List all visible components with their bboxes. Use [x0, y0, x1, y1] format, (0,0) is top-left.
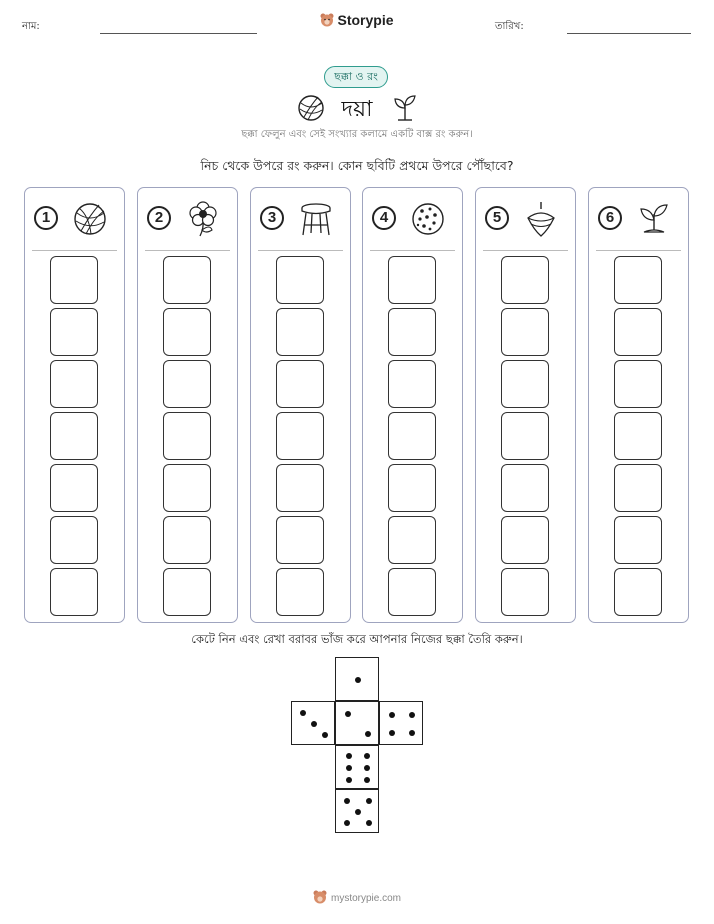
- dice-pip: [355, 809, 361, 815]
- color-box[interactable]: [614, 568, 662, 616]
- color-box[interactable]: [614, 256, 662, 304]
- dice-pip: [409, 730, 415, 736]
- color-box[interactable]: [276, 464, 324, 512]
- column-divider: [483, 250, 568, 251]
- column-5: [475, 187, 576, 623]
- color-box[interactable]: [614, 308, 662, 356]
- dice-pip: [389, 730, 395, 736]
- column-number: 1: [34, 206, 58, 230]
- instruction: নিচ থেকে উপরে রং করুন। কোন ছবিটি প্রথমে উপরে পৌঁছাবে?: [200, 158, 514, 173]
- footer-url: mystorypie.com: [330, 893, 401, 904]
- dice-pip: [389, 712, 395, 718]
- color-box[interactable]: [614, 464, 662, 512]
- dice-pip: [364, 777, 370, 783]
- color-box[interactable]: [50, 360, 98, 408]
- stool-icon: [297, 200, 335, 238]
- dice-face: [335, 657, 379, 701]
- color-box[interactable]: [614, 360, 662, 408]
- bear-logo-icon: [320, 13, 334, 27]
- color-box[interactable]: [163, 412, 211, 460]
- dice-pip: [300, 710, 306, 716]
- column-number: 6: [598, 206, 622, 230]
- column-divider: [32, 250, 117, 251]
- spinning-top-icon: [522, 200, 560, 238]
- color-box[interactable]: [163, 256, 211, 304]
- color-box[interactable]: [50, 464, 98, 512]
- dice-pip: [366, 820, 372, 826]
- column-divider: [145, 250, 230, 251]
- dice-pip: [322, 732, 328, 738]
- color-box[interactable]: [388, 308, 436, 356]
- color-box[interactable]: [388, 464, 436, 512]
- dice-face: [335, 745, 379, 789]
- color-box[interactable]: [501, 568, 549, 616]
- color-box[interactable]: [614, 516, 662, 564]
- sprout-title-icon: [392, 92, 418, 122]
- color-box[interactable]: [276, 360, 324, 408]
- dice-pip: [345, 711, 351, 717]
- color-box[interactable]: [50, 516, 98, 564]
- dice-pip: [409, 712, 415, 718]
- color-box[interactable]: [388, 412, 436, 460]
- color-box[interactable]: [276, 308, 324, 356]
- column-6: [588, 187, 689, 623]
- color-box[interactable]: [501, 256, 549, 304]
- color-box[interactable]: [50, 308, 98, 356]
- dice-pip: [344, 820, 350, 826]
- cookie-icon: [409, 200, 447, 238]
- color-box[interactable]: [388, 256, 436, 304]
- dice-pip: [311, 721, 317, 727]
- color-box[interactable]: [276, 516, 324, 564]
- color-box[interactable]: [614, 412, 662, 460]
- dice-face: [335, 789, 379, 833]
- date-label: তারিখ:: [495, 21, 524, 32]
- dice-face: [379, 701, 423, 745]
- dice-pip: [366, 798, 372, 804]
- color-box[interactable]: [50, 256, 98, 304]
- color-box[interactable]: [163, 568, 211, 616]
- subtitle: ছক্কা ফেলুন এবং সেই সংখ্যার কলামে একটি বাক্স রং করুন।: [241, 129, 473, 140]
- brand-logo: [0, 12, 714, 28]
- color-box[interactable]: [50, 412, 98, 460]
- column-divider: [258, 250, 343, 251]
- column-number: 4: [372, 206, 396, 230]
- brand-name: Storypie: [337, 12, 394, 28]
- yarn-ball-icon: [71, 200, 109, 238]
- column-number: 5: [485, 206, 509, 230]
- color-box[interactable]: [388, 360, 436, 408]
- name-label: নাম:: [22, 21, 40, 32]
- color-box[interactable]: [501, 360, 549, 408]
- sprout-icon: [635, 200, 673, 238]
- dice-face: [335, 701, 379, 745]
- column-divider: [596, 250, 681, 251]
- color-box[interactable]: [501, 412, 549, 460]
- color-box[interactable]: [163, 516, 211, 564]
- color-box[interactable]: [276, 412, 324, 460]
- dice-pip: [355, 677, 361, 683]
- color-box[interactable]: [388, 516, 436, 564]
- dice-pip: [364, 753, 370, 759]
- column-2: [137, 187, 238, 623]
- column-number: 3: [260, 206, 284, 230]
- color-box[interactable]: [276, 256, 324, 304]
- column-number: 2: [147, 206, 171, 230]
- column-4: [362, 187, 463, 623]
- page-title: দয়া: [341, 97, 373, 122]
- activity-badge: ছক্কা ও রং: [324, 66, 388, 88]
- color-box[interactable]: [163, 360, 211, 408]
- name-field-line[interactable]: [100, 33, 257, 34]
- color-box[interactable]: [163, 308, 211, 356]
- color-box[interactable]: [501, 308, 549, 356]
- column-3: [250, 187, 351, 623]
- flower-icon: [184, 200, 222, 238]
- dice-pip: [346, 753, 352, 759]
- cut-instruction: কেটে নিন এবং রেখা বরাবর ভাঁজ করে আপনার নিজের ছক্কা তৈরি করুন।: [191, 632, 523, 646]
- column-1: [24, 187, 125, 623]
- bear-footer-icon: [313, 890, 327, 904]
- color-box[interactable]: [501, 464, 549, 512]
- color-box[interactable]: [163, 464, 211, 512]
- dice-pip: [365, 731, 371, 737]
- dice-pip: [344, 798, 350, 804]
- footer: [0, 890, 714, 904]
- color-box[interactable]: [276, 568, 324, 616]
- date-field-line[interactable]: [567, 33, 691, 34]
- color-box[interactable]: [388, 568, 436, 616]
- dice-pip: [346, 777, 352, 783]
- dice-pip: [346, 765, 352, 771]
- dice-pip: [364, 765, 370, 771]
- color-box[interactable]: [501, 516, 549, 564]
- color-box[interactable]: [50, 568, 98, 616]
- dice-face: [291, 701, 335, 745]
- column-divider: [370, 250, 455, 251]
